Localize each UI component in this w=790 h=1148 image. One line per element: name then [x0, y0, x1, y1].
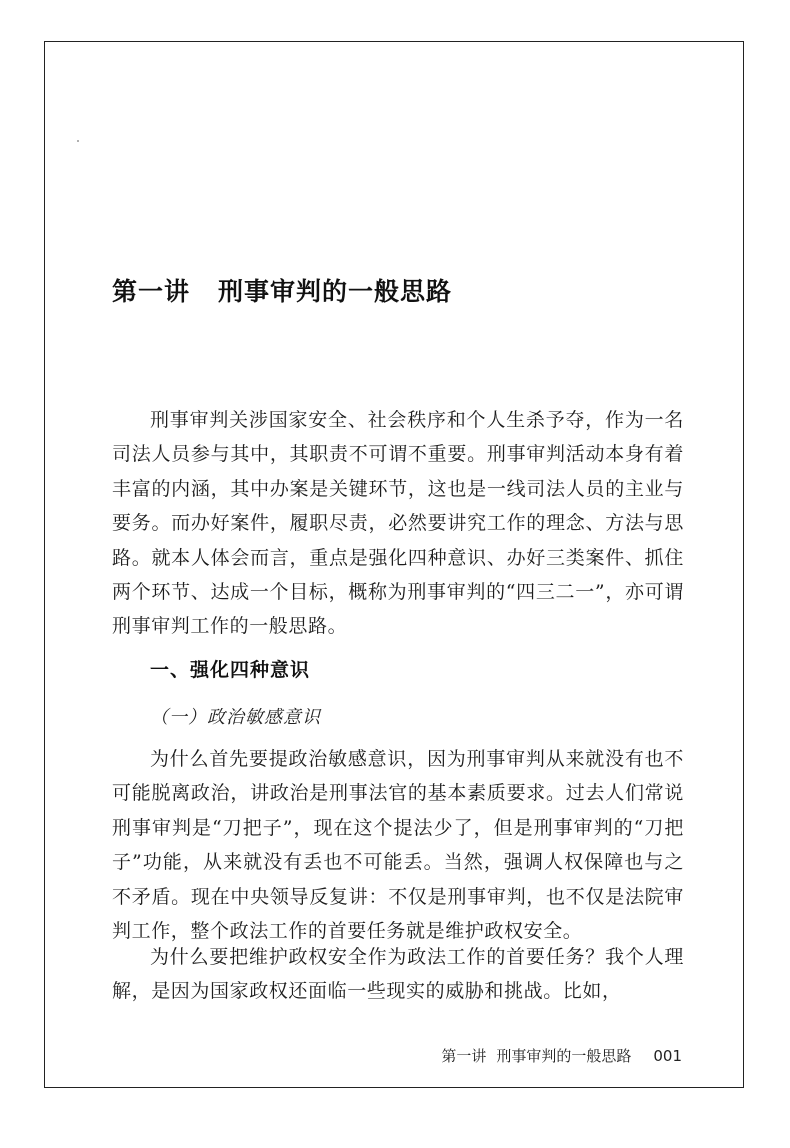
- page-number: 001: [653, 1047, 682, 1065]
- scan-speck: [77, 140, 79, 142]
- chapter-title: [112, 272, 452, 308]
- body-paragraph-1: 为什么首先要提政治敏感意识，因为刑事审判从来就没有也不可能脱离政治，讲政治是刑事法官的基本素质要求。过去人们常说刑事审判是“刀把子”，现在这个提法少了，但是刑事审判的“刀把子”功能，从来就没有丢也不可能丢。当然，强调人权保障也与之不矛盾。现在中央领导反复讲：不仅是刑事审判，也不仅是法院审判工作，整个政法工作的首要任务就是维护政权安全。: [112, 748, 684, 943]
- body-paragraph-2: 为什么要把维护政权安全作为政法工作的首要任务？我个人理解，是因为国家政权还面临一些现实的威胁和挑战。比如，: [112, 946, 684, 1003]
- chapter-number-label: 第一讲: [112, 277, 191, 306]
- footer-chapter-label: 第一讲: [441, 1047, 487, 1065]
- intro-paragraph: 刑事审判关涉国家安全、社会秩序和个人生杀予夺，作为一名司法人员参与其中，其职责不可谓不重要。刑事审判活动本身有着丰富的内涵，其中办案是关键环节，这也是一线司法人员的主业与要务。而办好案件，履职尽责，必然要讲究工作的理念、方法与思路。就本人体会而言，重点是强化四种意识、办好三类案件、抓住两个环节、达成一个目标，概称为刑事审判的“四三二一”，亦可谓刑事审判工作的一般思路。: [112, 409, 684, 638]
- running-footer: [441, 1045, 682, 1066]
- chapter-title-text: 刑事审判的一般思路: [218, 277, 453, 306]
- footer-chapter-title: 刑事审判的一般思路: [496, 1047, 632, 1065]
- section-heading: 一、强化四种意识: [150, 659, 311, 681]
- subsection-heading: （一）政治敏感意识: [150, 707, 321, 728]
